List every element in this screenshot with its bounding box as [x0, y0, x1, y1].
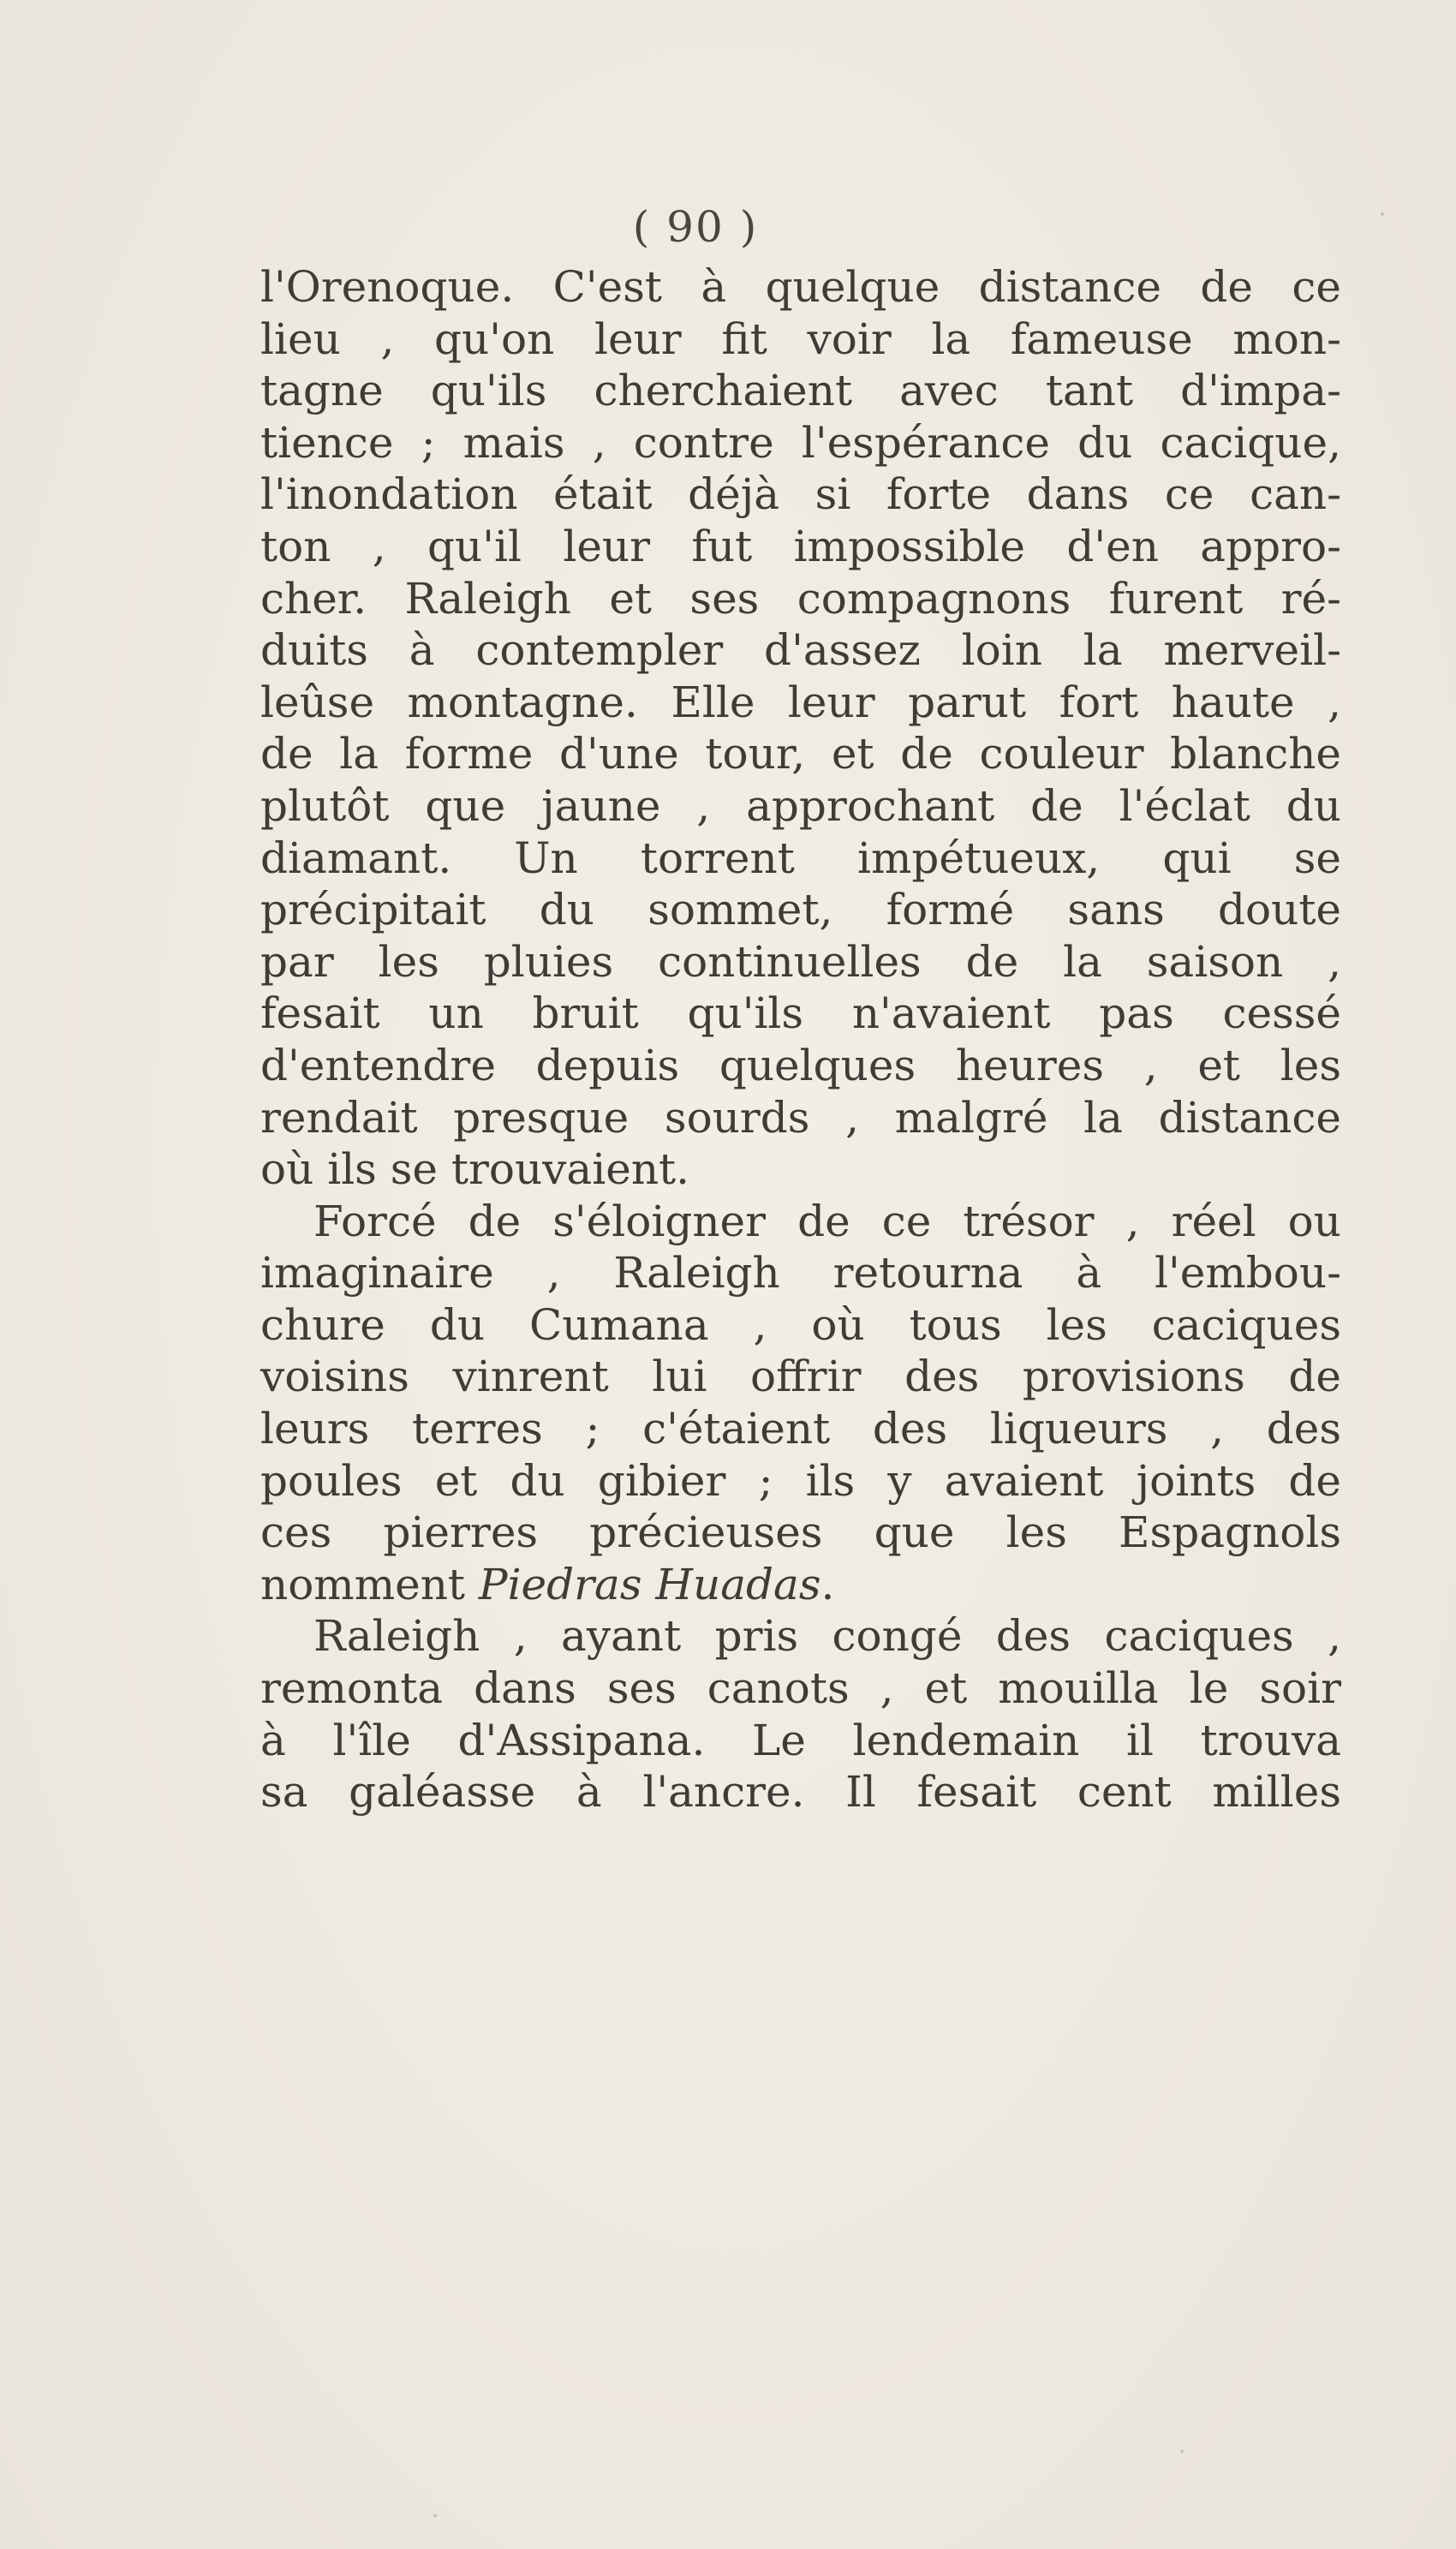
text-line: l'inondation était déjà si forte dans ce can- [260, 469, 1341, 520]
text-line: lieu , qu'on leur fit voir la fameuse mon- [260, 313, 1341, 364]
text-line: plutôt que jaune , approchant de l'éclat du [260, 780, 1341, 831]
text-line: où ils se trouvaient. [260, 1144, 690, 1195]
text-line: Forcé de s'éloigner de ce trésor , réel ou [313, 1196, 1341, 1246]
page-number: ( 90 ) [632, 202, 759, 252]
text-line: diamant. Un torrent impétueux, qui se [260, 833, 1341, 883]
text-line: leurs terres ; c'étaient des liqueurs , des [260, 1404, 1341, 1454]
text-line: tience ; mais , contre l'espérance du cacique, [260, 417, 1341, 468]
text-line: Raleigh , ayant pris congé des caciques , [313, 1611, 1341, 1662]
text-line: duits à contempler d'assez loin la merveil- [260, 625, 1341, 676]
italic-term: Piedras Huadas [478, 1559, 821, 1609]
paper-speck [433, 2514, 437, 2517]
text-line: voisins vinrent lui offrir des provisions de [260, 1352, 1341, 1402]
text-line: par les pluies continuelles de la saison , [260, 936, 1341, 987]
text-line: sa galéasse à l'ancre. Il fesait cent milles [260, 1767, 1341, 1818]
text-line: chure du Cumana , où tous les caciques [260, 1299, 1341, 1350]
text-line: tagne qu'ils cherchaient avec tant d'impa- [260, 366, 1341, 416]
text-line: poules et du gibier ; ils y avaient joints de [260, 1455, 1341, 1506]
text-line: précipitait du sommet, formé sans doute [260, 885, 1341, 935]
paper-speck [1381, 212, 1384, 216]
text-line: remonta dans ses canots , et mouilla le soir [260, 1663, 1341, 1714]
text-line: leûse montagne. Elle leur parut fort haute , [260, 677, 1341, 727]
text-line: fesait un bruit qu'ils n'avaient pas cessé [260, 988, 1341, 1039]
line-prefix: nomment [260, 1559, 479, 1609]
text-line: d'entendre depuis quelques heures , et les [260, 1040, 1341, 1090]
text-line: ton , qu'il leur fut impossible d'en appro- [260, 521, 1341, 571]
text-line: l'Orenoque. C'est à quelque distance de ce [260, 262, 1341, 312]
paper-speck [1180, 2450, 1184, 2453]
text-line: ces pierres précieuses que les Espagnols [260, 1507, 1341, 1558]
body-text [260, 261, 1341, 1818]
text-line-with-italic [260, 1559, 1341, 1611]
text-line: cher. Raleigh et ses compagnons furent ré- [260, 573, 1341, 624]
text-line: imaginaire , Raleigh retourna à l'embou- [260, 1248, 1341, 1298]
text-line: de la forme d'une tour, et de couleur blanche [260, 729, 1341, 779]
text-line: à l'île d'Assipana. Le lendemain il trouva [260, 1715, 1341, 1765]
text-line: rendait presque sourds , malgré la distance [260, 1092, 1341, 1143]
line-suffix: . [820, 1559, 835, 1609]
